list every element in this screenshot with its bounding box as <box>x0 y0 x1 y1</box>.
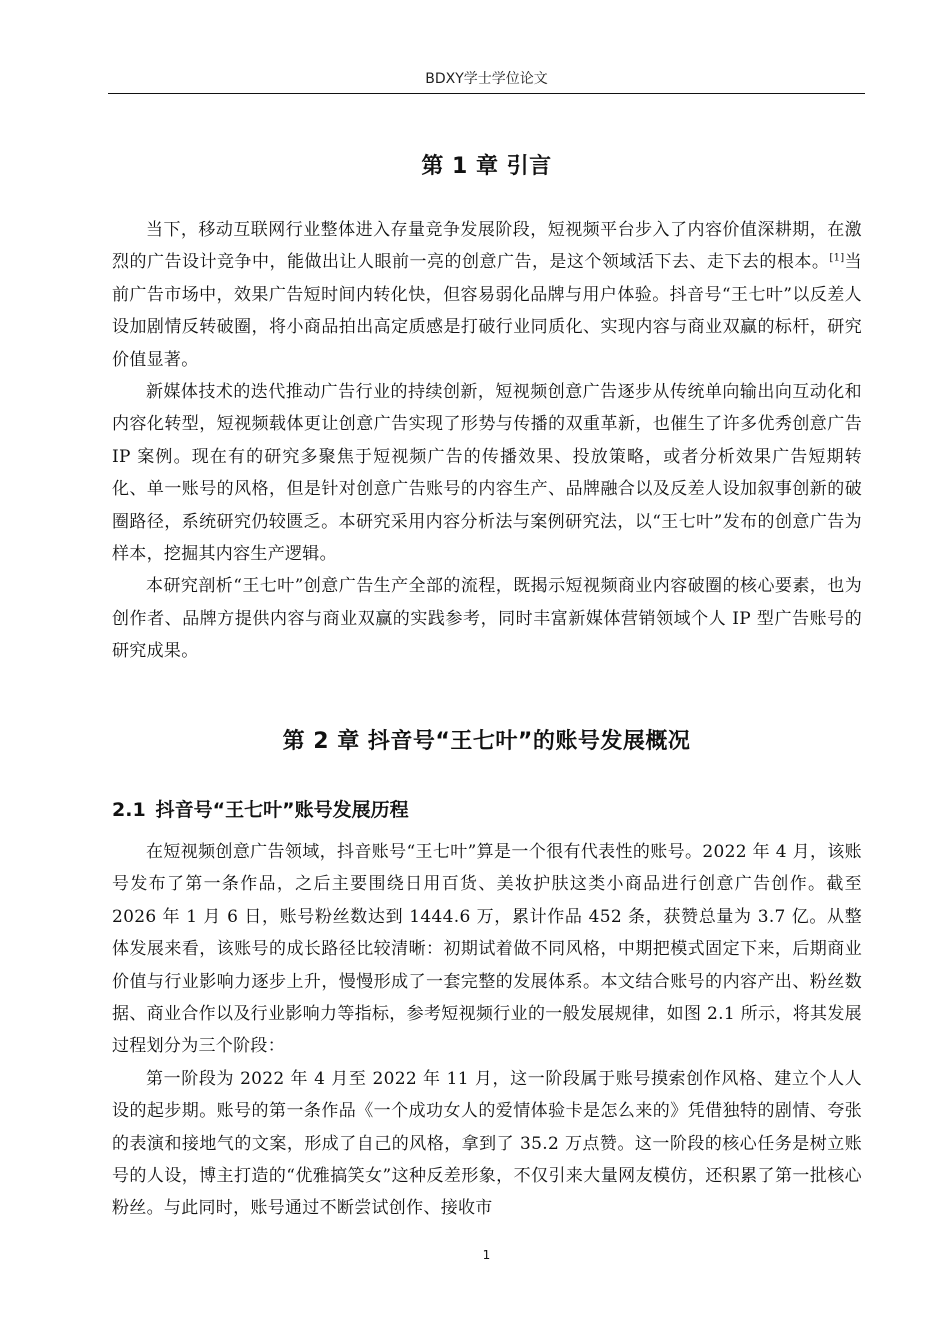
citation-reference: [1] <box>829 252 845 264</box>
chapter-1-paragraph-1 <box>112 214 862 376</box>
chapter-2-title: 第 2 章 抖音号“王七叶”的账号发展概况 <box>282 729 691 754</box>
paragraph-text: 当下，移动互联网行业整体进入存量竞争发展阶段，短视频平台步入了内容价值深耕期，在激烈的广告设计竞争中，能做出让人眼前一亮的创意广告，是这个领域活下去、走下去的根本。 <box>112 220 862 273</box>
paragraph-text: 当前广告市场中，效果广告短时间内转化快，但容易弱化品牌与用户体验。抖音号“王七叶”以反差人设加剧情反转破圈，将小商品拍出高定质感是打破行业同质化、实现内容与商业双赢的标杆，研究价值显著。 <box>112 252 862 370</box>
chapter-1-paragraph-3: 本研究剖析“王七叶”创意广告生产全部的流程，既揭示短视频商业内容破圈的核心要素，也为创作者、品牌方提供内容与商业双赢的实践参考，同时丰富新媒体营销领域个人 IP 型广告账号的研究成果。 <box>112 576 862 662</box>
chapter-1-body <box>112 214 862 668</box>
chapter-1-paragraph-2: 新媒体技术的迭代推动广告行业的持续创新，短视频创意广告逐步从传统单向输出向互动化和内容化转型，短视频载体更让创意广告实现了形势与传播的双重革新，也催生了许多优秀创意广告 IP 案例。现在有的研究多聚焦于短视频广告的传播效果、投放策略，或者分析效果广告短期转化、单一账号的风格，但是针对创意广告账号的内容生产、品牌融合以及反差人设加叙事创新的破圈路径，系统研究仍较匮乏。本研究采用内容分析法与案例研究法，以“王七叶”发布的创意广告为样本，挖掘其内容生产逻辑。 <box>112 382 862 565</box>
running-header: BDXY学士学位论文 <box>425 71 548 87</box>
section-2-1-paragraph-2: 第一阶段为 2022 年 4 月至 2022 年 11 月，这一阶段属于账号摸索创作风格、建立个人人设的起步期。账号的第一条作品《一个成功女人的爱情体验卡是怎么来的》凭借独特的剧情、夸张的表演和接地气的文案，形成了自己的风格，拿到了 35.2 万点赞。这一阶段的核心任务是树立账号的人设，博主打造的“优雅搞笑女”这种反差形象，不仅引来大量网友模仿，还积累了第一批核心粉丝。与此同时，账号通过不断尝试创作、接收市 <box>112 1068 862 1219</box>
section-2-1-heading <box>112 795 409 825</box>
page-number: 1 <box>482 1248 491 1262</box>
chapter-1-title: 第 1 章 引言 <box>421 154 552 179</box>
header-rule <box>108 93 865 94</box>
section-number: 2.1 <box>112 799 146 821</box>
section-2-1-body <box>112 836 862 1225</box>
section-2-1-paragraph-1: 在短视频创意广告领域，抖音账号“王七叶”算是一个很有代表性的账号。2022 年 4 月，该账号发布了第一条作品，之后主要围绕日用百货、美妆护肤这类小商品进行创意广告创作。截至 2026 年 1 月 6 日，账号粉丝数达到 1444.6 万，累计作品 452 条，获赞总量为 3.7 亿。从整体发展来看，该账号的成长路径比较清晰：初期试着做不同风格，中期把模式固定下来，后期商业价值与行业影响力逐步上升，慢慢形成了一套完整的发展体系。本文结合账号的内容产出、粉丝数据、商业合作以及行业影响力等指标，参考短视频行业的一般发展规律，如图 2.1 所示，将其发展过程划分为三个阶段： <box>112 842 862 1057</box>
section-title: 抖音号“王七叶”账号发展历程 <box>155 799 409 821</box>
